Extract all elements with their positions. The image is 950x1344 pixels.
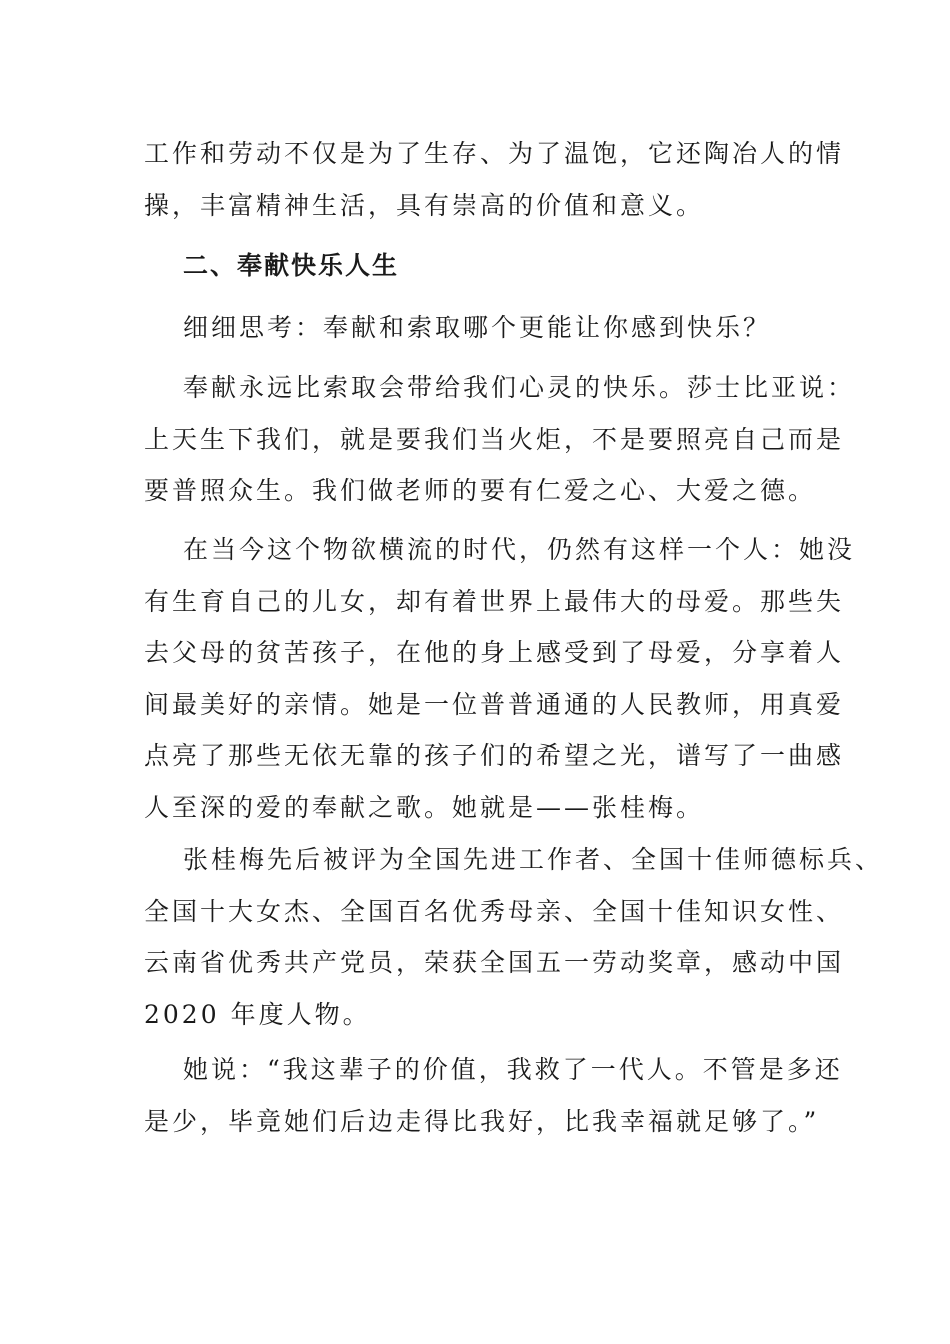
text-line: 有生育自己的儿女，却有着世界上最伟大的母爱。那些失: [144, 586, 845, 616]
text-line: 云南省优秀共产党员，荣获全国五一劳动奖章，感动中国: [144, 948, 845, 977]
paragraph-shakespeare: [144, 362, 856, 517]
text-line: 张桂梅先后被评为全国先进工作者、全国十佳师德标兵、: [183, 845, 884, 874]
text-line: 是少，毕竟她们后边走得比我好，比我幸福就足够了。”: [144, 1106, 820, 1136]
text-line: 奉献永远比索取会带给我们心灵的快乐。莎士比亚说：: [183, 373, 856, 402]
text-line: 工作和劳动不仅是为了生存、为了温饱，它还陶冶人的情: [144, 139, 845, 168]
text-line: 点亮了那些无依无靠的孩子们的希望之光，谱写了一曲感: [144, 741, 845, 770]
paragraph-labor-value: [144, 128, 844, 231]
text-line: 全国十大女杰、全国百名优秀母亲、全国十佳知识女性、: [144, 896, 845, 926]
text-line: 上天生下我们，就是要我们当火炬，不是要照亮自己而是: [144, 424, 845, 454]
text-line: 间最美好的亲情。她是一位普普通通的人民教师，用真爱: [144, 689, 845, 719]
paragraph-quote: [144, 1044, 844, 1147]
paragraph-question: 细细思考：奉献和索取哪个更能让你感到快乐？: [183, 313, 772, 342]
paragraph-honors: [144, 834, 884, 1040]
text-line: 去父母的贫苦孩子，在他的身上感受到了母爱，分享着人: [144, 638, 845, 667]
text-line: 她说：“我这辈子的价值，我救了一代人。不管是多还: [183, 1055, 843, 1084]
text-line: 人至深的爱的奉献之歌。她就是——张桂梅。: [144, 792, 705, 822]
text-line: 操，丰富精神生活，具有崇高的价值和意义。: [144, 190, 705, 220]
text-line: 要普照众生。我们做老师的要有仁爱之心、大爱之德。: [144, 476, 817, 505]
text-line: 在当今这个物欲横流的时代，仍然有这样一个人：她没: [183, 535, 856, 564]
text-line: 2020 年度人物。: [144, 999, 371, 1029]
paragraph-zhang-guimei-intro: [144, 524, 856, 833]
section-heading: 二、奉献快乐人生: [183, 251, 400, 280]
